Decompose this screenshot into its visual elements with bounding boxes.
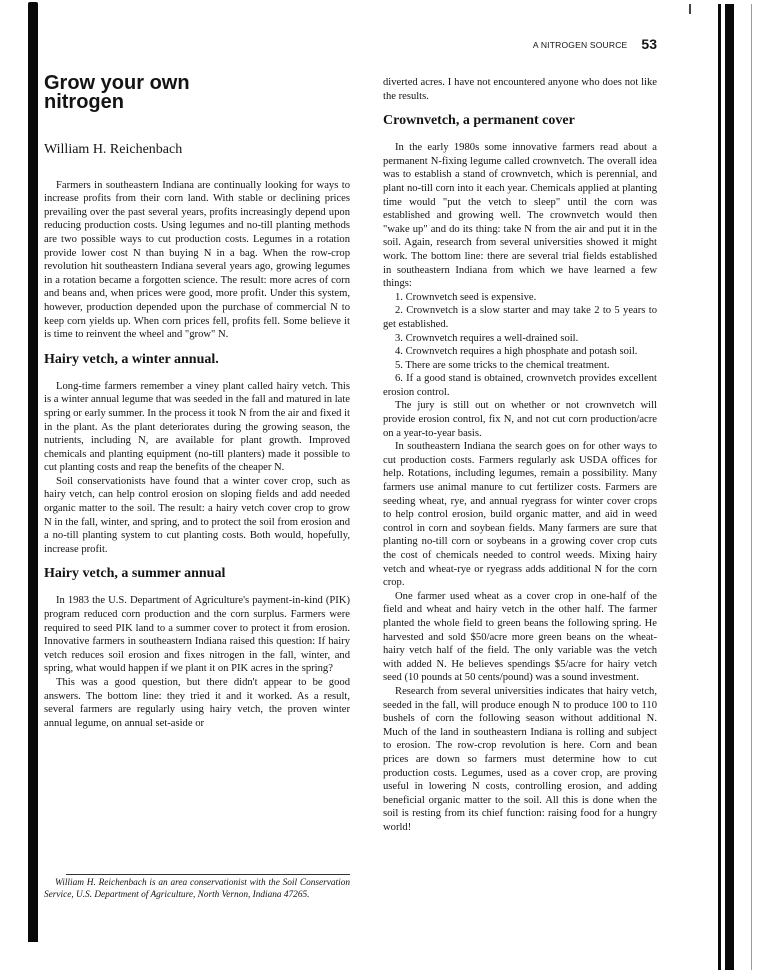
paragraph-continuation: diverted acres. I have not encountered anyone who does not like the results. — [383, 77, 657, 102]
paragraph: In southeastern Indiana the search goes on for other ways to cut production costs. Farmers regularly ask USDA offices for help. Rotations, including legumes, remain a possibility. Many farmers use animal manure to cut fertilizer costs. Farmers are seeding wheat, rye, and annual ryegrass for winter cover crops to help control erosion, build organic matter, and aid in weed control in corn and soybean fields. Many farmers are sure that planting no-till corn or soybeans in a growing cover crop cuts the cost of chemicals needed to control weeds. Mixing hairy vetch and wheat-rye or ryegrass adds additional N for the corn crop. — [383, 441, 657, 589]
scan-tick-mark — [689, 4, 691, 14]
scan-edge-line — [751, 4, 752, 970]
left-column — [44, 74, 350, 730]
paragraph-continued: This was a good question, but there didn't appear to be good answers. The bottom line: they tried it and it worked. As a result, several farmers are regularly using hairy vetch, the proven winter annual legume, on annual set-aside or — [44, 677, 350, 729]
list-item: 3. Crownvetch requires a well-drained soil. — [395, 332, 579, 344]
right-column — [383, 76, 657, 834]
list-item: 4. Crownvetch requires a high phosphate and potash soil. — [395, 346, 638, 358]
list-item: 5. There are some tricks to the chemical treatment. — [395, 359, 610, 371]
list-item: 6. If a good stand is obtained, crownvetch provides excellent erosion control. — [383, 373, 657, 398]
running-head-title: A NITROGEN SOURCE — [532, 40, 628, 50]
scan-binding-bar-left — [28, 2, 38, 942]
author-footnote — [44, 878, 350, 901]
paragraph: The jury is still out on whether or not crownvetch will provide erosion control, fix N, and not cut corn production/acre on a year-to-year basis. — [383, 400, 657, 439]
section-heading-winter-annual: Hairy vetch, a winter annual. — [44, 351, 219, 367]
paragraph: In the early 1980s some innovative farmers read about a permanent N-fixing legume called crownvetch. The overall idea was to establish a stand of crownvetch, which is perennial, and plant no-till corn into it each year. Chemicals applied at planting time would "put the vetch to sleep" until the corn was established and growing well. The crownvetch would then "wake up" and do its thing: take N from the air and put it in the soil. Again, research from several universities showed it might work. The bottom line: there are several trial fields established in southeastern Indiana from which we have learned a few things: — [383, 142, 657, 290]
section-heading-summer-annual: Hairy vetch, a summer annual — [44, 566, 226, 582]
footnote-text: William H. Reichenbach is an area conservationist with the Soil Conservation Service, U.S. Department of Agriculture, North Vernon, Indiana 47265. — [44, 878, 350, 900]
section-heading-crownvetch: Crownvetch, a permanent cover — [383, 113, 575, 129]
list-item: 1. Crownvetch seed is expensive. — [395, 291, 537, 303]
article-title-line-2: nitrogen — [44, 91, 124, 113]
paragraph: One farmer used wheat as a cover crop in one-half of the field and wheat and hairy vetch in the other half. The farmer planted the whole field to green beans the following spring. He harvested and sold $50/acre more green beans on the wheat-hairy vetch half of the field. The only variable was the vetch with added N. He believes spendings $5/acre for hairy vetch seed (10 pounds at 50 cents/pound) was a sound investment. — [383, 590, 657, 684]
article-title — [44, 74, 350, 112]
article-title-line-1: Grow your own — [44, 72, 190, 94]
running-head — [520, 36, 657, 54]
intro-paragraph: Farmers in southeastern Indiana are continually looking for ways to increase profits from their corn land. With stable or declining prices prevailing over the past several years, profits increasingly depend upon reducing production costs. Using legumes and no-till planting methods are two possible ways to cut production costs. Legumes in a rotation provide lower cost N than buying N in a bag. When the row-crop revolution hit southeastern Indiana several years ago, growing legumes in a rotation became a forgotten science. The result: more acres of corn and beans and, when prices were good, more profit. Under this system, however, production depended upon the purchase of commercial N to keep corn yields up. When corn prices fell, profits fell. Some believe it is time to reinvent the wheel and "grow" N. — [44, 179, 350, 341]
paragraph: In 1983 the U.S. Department of Agriculture's payment-in-kind (PIK) program reduced corn production and the corn surplus. Farmers were required to seed PIK land to a summer cover to protect it from erosion. Innovative farmers in southeastern Indiana raised this question: If hairy vetch reduces soil erosion and fixes nitrogen in the fall, winter, and spring, what would happen if we plant it on PIK acres in the spring? — [44, 595, 350, 675]
paragraph: Long-time farmers remember a viney plant called hairy vetch. This is a winter annual legume that was seeded in the fall and matured in late spring or early summer. In the process it took N from the air and fixed it in the plant. As the plant deteriorates during the growing season, the nutrients, including N, are available for plant growth. Improved chemicals and planting equipment (no-till planters) made it possible to cut planting costs and reap the benefits of the cheaper N. — [44, 380, 350, 474]
author-byline: William H. Reichenbach — [44, 142, 183, 157]
footnote-divider — [66, 874, 350, 875]
page-number: 53 — [641, 36, 657, 52]
list-item: 2. Crownvetch is a slow starter and may take 2 to 5 years to get established. — [383, 305, 657, 330]
paragraph: Research from several universities indicates that hairy vetch, seeded in the fall, will produce enough N to produce 100 to 110 bushels of corn the following season without additional N. Much of the land in southeastern Indiana is rolling and subject to erosion. The row-crop revolution is here. Corn and bean prices are down so farmers must determine how to cut production costs. Legumes, used as a cover crop, are proving useful in lowering N costs, controlling erosion, and adding beneficial organic matter to the soil. All this is done when the soil is resting from its chief function: raising food for a hungry world! — [383, 685, 657, 833]
scan-binding-bar-right-thick — [725, 4, 734, 970]
scan-binding-bar-right-thin — [718, 4, 721, 970]
paragraph: Soil conservationists have found that a winter cover crop, such as hairy vetch, can help control erosion on sloping fields and add needed organic matter to the soil. The result: a hairy vetch cover crop to grow N in the fall, winter, and spring, and to protect the soil from erosion and a no-till planting system to cut planting costs. Both would, hopefully, increase profit. — [44, 475, 350, 555]
